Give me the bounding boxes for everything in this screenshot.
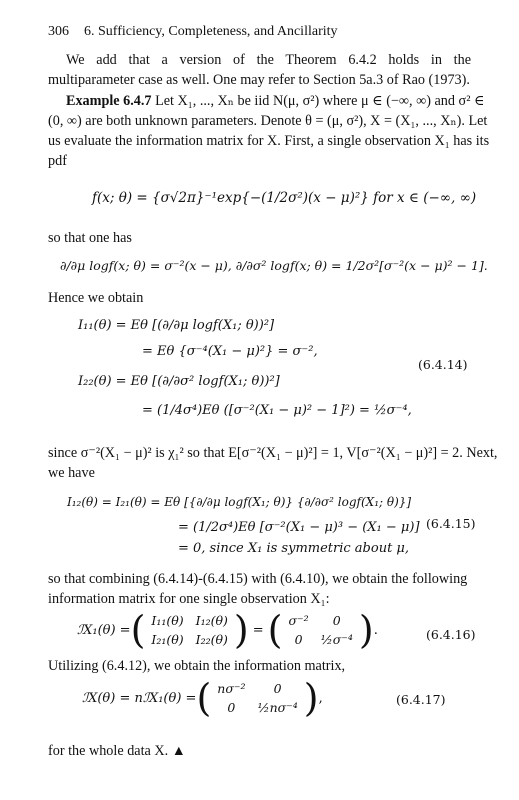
eq15-line-3: = 0, since X₁ is symmetric about μ, [178, 541, 410, 556]
text-hence: Hence we obtain [48, 290, 144, 306]
eq16-info-matrix [145, 611, 234, 649]
equation-derivatives: ∂/∂μ logf(x; θ) = σ⁻²(x − μ), ∂/∂σ² logf(x; θ) = 1/2σ²[σ⁻²(x − μ)² − 1]. [60, 258, 488, 273]
matrix-cell: ½nσ⁻⁴ [257, 700, 298, 715]
matrix-cell: ½σ⁻⁴ [320, 632, 353, 647]
equation-6-4-16: ℐX₁(θ) = ( I₁₁(θ) I₁₂(θ) I₂₁(θ) I₂₂(θ) ) = ( σ⁻² 0 0 ½σ⁻⁴ ) . [77, 608, 378, 652]
eq15-number: (6.4.15) [426, 516, 476, 531]
eq17-lhs: ℐX(θ) = nℐX₁(θ) = [82, 690, 197, 706]
eq16-number: (6.4.16) [426, 627, 476, 642]
eq17-number: (6.4.17) [396, 692, 446, 707]
text-since-2: we have [48, 465, 95, 481]
matrix-cell: I₂₂(θ) [195, 632, 228, 647]
matrix-cell: 0 [227, 700, 236, 715]
matrix-cell: nσ⁻² [217, 681, 246, 696]
matrix-cell: I₁₂(θ) [195, 613, 228, 628]
text-since-1: since σ⁻²(X₁ − μ)² is χ₁² so that E[σ⁻²(X₁ − μ)²] = 1, V[σ⁻²(X₁ − μ)²] = 2. Next, [48, 445, 498, 461]
equation-pdf: f(x; θ) = {σ√2π}⁻¹exp{−(1/2σ²)(x − μ)²} for x ∈ (−∞, ∞) [92, 190, 477, 206]
paragraph-multiparameter: We add that a version of the Theorem 6.4.2 holds in the multiparameter case as well. One may refer to Section 5a.3 of Rao (1973). [48, 52, 471, 88]
text-utilizing: Utilizing (6.4.12), we obtain the information matrix, [48, 658, 346, 674]
text-combine-1: so that combining (6.4.14)-(6.4.15) with (6.4.10), we obtain the following [48, 571, 468, 587]
example-line-3: us evaluate the information matrix for X. First, a single observation X₁ has its [48, 133, 490, 149]
page-number: 306 [48, 24, 69, 39]
chapter-title: 6. Sufficiency, Completeness, and Ancillarity [84, 24, 338, 39]
text-final: for the whole data X. ▲ [48, 743, 186, 759]
example-line-4: pdf [48, 153, 67, 169]
matrix-cell: 0 [273, 681, 282, 696]
matrix-cell: 0 [294, 632, 303, 647]
eq16-lhs: ℐX₁(θ) = [77, 622, 131, 638]
text-so-that: so that one has [48, 230, 132, 246]
eq14-number: (6.4.14) [418, 357, 468, 372]
matrix-cell: 0 [332, 613, 341, 628]
eq16-value-matrix [282, 611, 358, 649]
matrix-cell: σ⁻² [288, 613, 309, 628]
running-header [48, 24, 338, 40]
eq14-line-4: = (1/4σ⁴)Eθ ([σ⁻²(X₁ − μ)² − 1]²) = ½σ⁻⁴, [142, 403, 412, 418]
eq14-line-1: I₁₁(θ) = Eθ [(∂/∂μ logf(X₁; θ))²] [78, 318, 275, 333]
text-combine-2: information matrix for one single observation X₁: [48, 591, 330, 607]
eq17-matrix [211, 679, 304, 717]
eq15-line-1: I₁₂(θ) = I₂₁(θ) = Eθ [{∂/∂μ logf(X₁; θ)} {∂/∂σ² logf(X₁; θ)}] [67, 495, 412, 509]
eq15-line-2: = (1/2σ⁴)Eθ [σ⁻²(X₁ − μ)³ − (X₁ − μ)] [178, 520, 420, 535]
eq14-line-3: I₂₂(θ) = Eθ [(∂/∂σ² logf(X₁; θ))²] [78, 374, 280, 389]
example-line-1 [66, 91, 485, 111]
equation-6-4-17: ℐX(θ) = nℐX₁(θ) = ( nσ⁻² 0 0 ½nσ⁻⁴ ) , [82, 676, 323, 720]
matrix-cell: I₁₁(θ) [151, 613, 184, 628]
matrix-cell: I₂₁(θ) [151, 632, 184, 647]
eq14-line-2: = Eθ {σ⁻⁴(X₁ − μ)²} = σ⁻², [142, 344, 318, 359]
example-text-1: Let X₁, ..., Xₙ be iid N(μ, σ²) where μ ∈ (−∞, ∞) and σ² ∈ [155, 93, 485, 109]
example-line-2: (0, ∞) are both unknown parameters. Denote θ = (μ, σ²), X = (X₁, ..., Xₙ). Let [48, 113, 488, 129]
example-label: Example 6.4.7 [66, 93, 152, 109]
